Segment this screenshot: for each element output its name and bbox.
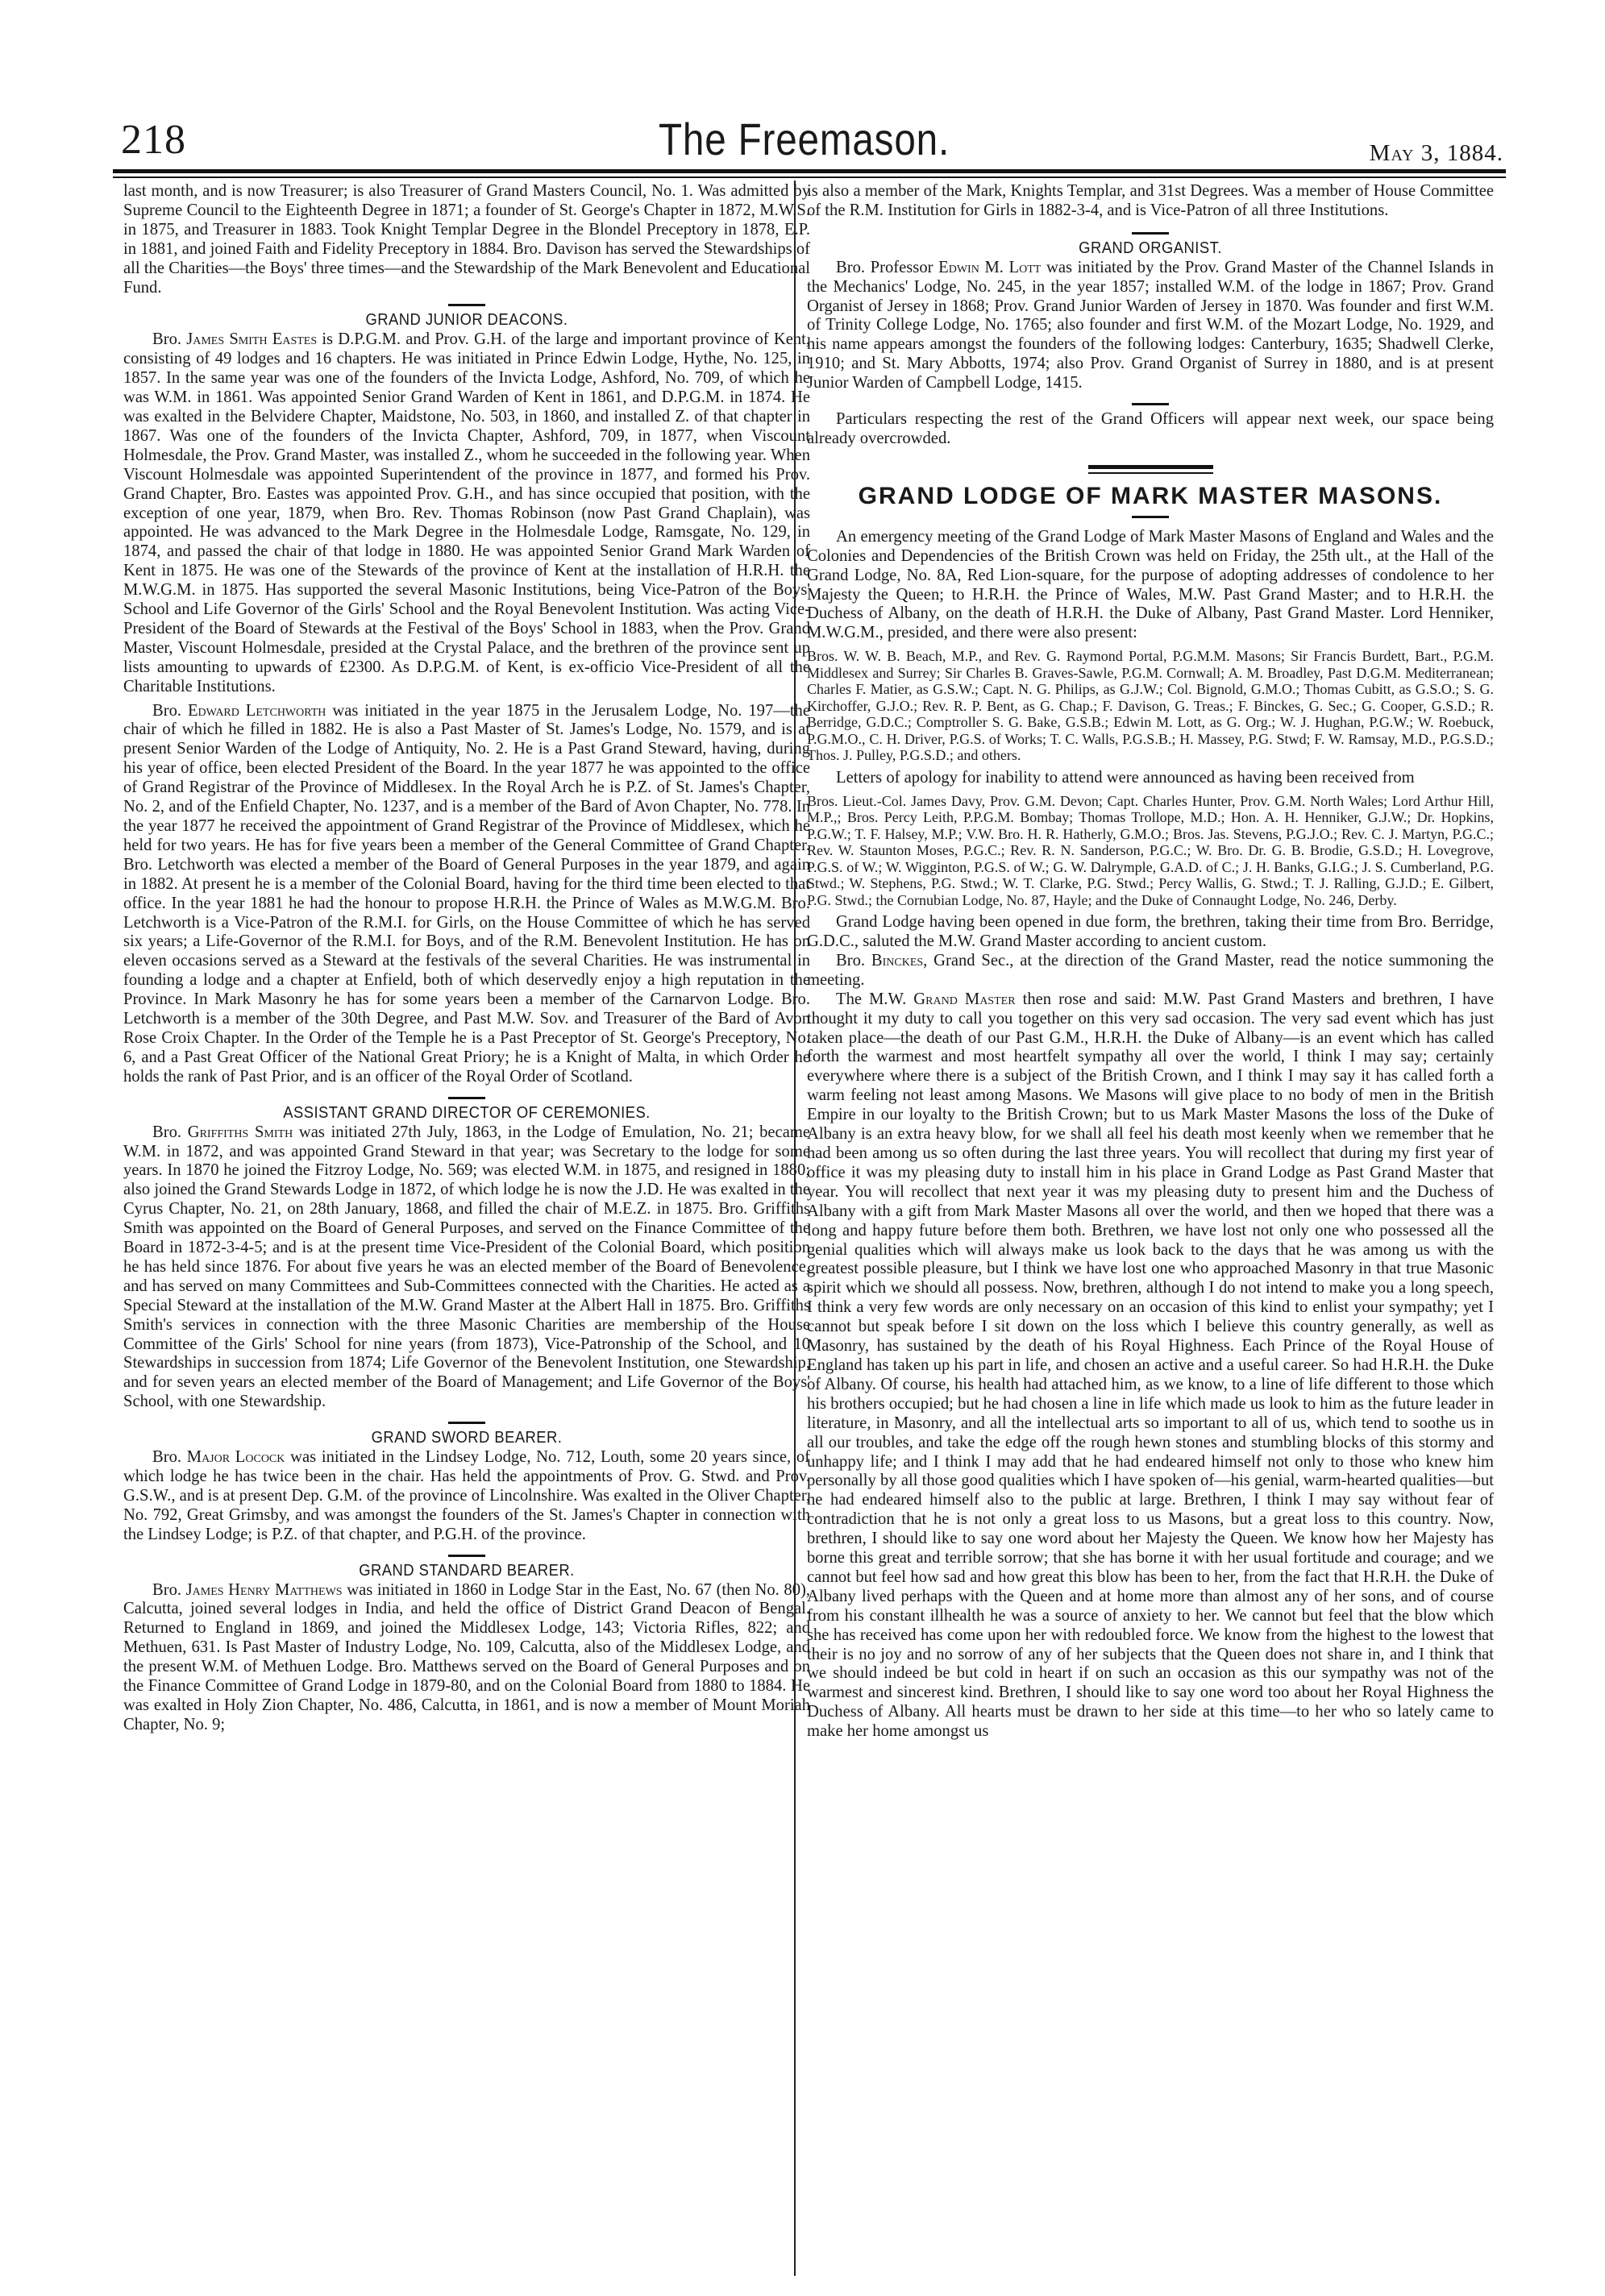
masthead: [105, 113, 1503, 169]
bio-name: Major Locock: [186, 1448, 285, 1467]
section-heading-grand-junior-deacons: GRAND JUNIOR DEACONS.: [365, 311, 568, 330]
bio-paragraph-eastes: [123, 330, 810, 696]
closing-note: Particulars respecting the rest of the Grand Officers will appear next week, our space being already overcrowded.: [807, 410, 1494, 447]
bio-name: James Henry Matthews: [185, 1580, 343, 1599]
notice-lead: Bro.: [836, 951, 871, 969]
left-column: [123, 182, 810, 1735]
continued-paragraph: last month, and is now Treasurer; is also Treasurer of Grand Masters Council, No. 1. Was admitted by Supreme Council to the Eighteenth Degree in 1871; a founder of St. George's Chapter in 1872, M.W.S. in 1875, and Treasurer in 1883. Took Knight Templar Degree in the Blondel Preceptory in 1878, E.P. in 1881, and joined Faith and Fidelity Preceptory in 1884. Bro. Davison has served the Stewardships of all the Charities—the Boys' three times—and the Stewardship of the Mark Benevolent and Educational Fund.: [123, 182, 810, 297]
apology-intro: Letters of apology for inability to attend were announced as having been received from: [836, 768, 1415, 787]
continued-paragraph: is also a member of the Mark, Knights Templar, and 31st Degrees. Was a member of House Committee of the R.M. Institution for Girls in 1882-3-4, and is Vice-Patron of all three Institutions.: [807, 182, 1494, 219]
bio-paragraph-lott: [807, 259, 1494, 393]
headline-rule: [1132, 516, 1169, 518]
lodge-opened-paragraph: Grand Lodge having been opened in due form, the brethren, taking their time from Bro. Berridge, G.D.C., saluted the M.W. Grand Master according to ancient custom.: [807, 913, 1494, 951]
bio-lead: Bro.: [152, 701, 188, 720]
notice-name: Binckes: [871, 951, 924, 969]
bio-text: was initiated 27th July, 1863, in the Lodge of Emulation, No. 21; became W.M. in 1872, and was appointed Grand Steward in that year; was Secretary to the lodge for some years. In 1870 he joined the Fitzroy Lodge, No. 569; was elected W.M. in 1875, and resigned in 1880; also joined the Grand Stewards Lodge in 1872, of which lodge he is now the J.D. He was exalted in the Cyrus Chapter, No. 21, on 28th January, 1868, and filled the chair of M.E.Z. in 1875. Bro. Griffiths Smith was appointed on the Board of General Purposes, and served on the Finance Committee of the Board in 1872-3-4-5; and is at the present time Vice-President of the Colonial Board, which position he has held since 1876. For about five years he was an elected member of the Board of Benevolence, and has served on many Committees and Sub-Committees connected with the Charities. He acted as a Special Steward at the installation of the M.W. Grand Master at the Albert Hall in 1875. Bro. Griffiths Smith's services in connection with the three Masonic Charities are membership of the House Committee of the Girls' School for nine years (from 1873), Vice-Patronship of the School, and 10 Stewardships in succession from 1874; Life Governor of the Benevolent Institution, one Stewardship, and for seven years an elected member of the Board of Management; and Life Governor of the Boys' School, with one Stewardship.: [123, 1123, 810, 1411]
article-separator: [1088, 465, 1213, 474]
masthead-rule: [113, 169, 1506, 173]
paper-title: The Freemason.: [658, 114, 950, 164]
bio-lead: Bro.: [152, 1448, 187, 1467]
section-rule: [1132, 232, 1169, 235]
bio-paragraph-letchworth: [123, 702, 810, 1087]
bio-lead: Bro.: [152, 330, 187, 349]
apology-list: Bros. Lieut.-Col. James Davy, Prov. G.M. Devon; Capt. Charles Hunter, Prov. G.M. North Wales; Lord Arthur Hill, M.P.,; Bros. Percy Leith, P.P.G.M. Bombay; Thomas Trollope, M.D.; Hon. A. H. Henniker, G.J.W.; Dr. Hopkins, P.G.W.; T. F. Halsey, M.P.; V.W. Bro. H. R. Hatherly, G.M.O.; Bros. Jas. Stevens, P.G.J.O.; Rev. C. J. Martyn, P.G.C.; Rev. W. Staunton Moses, P.G.C.; Rev. R. N. Sanderson, P.G.C.; W. Bro. Dr. G. B. Brodie, G.S.D.; H. Lovegrove, P.G.S. of W.; W. Wigginton, P.G.S. of W.; G. W. Dalrymple, G.A.D. of C.; J. H. Banks, G.I.G.; J. S. Cumberland, P.G. Stwd.; W. Stephens, P.G. Stwd.; W. T. Clarke, P.G. Stwd.; Percy Wallis, G. Stwd.; T. J. Ralling, G.J.D.; E. Gilbert, P.G. Stwd.; the Cornubian Lodge, No. 87, Hayle; and the Duke of Connaught Lodge, No. 246, Derby.: [807, 792, 1494, 908]
bio-name: Griffiths Smith: [187, 1123, 293, 1141]
present-list: Bros. W. W. B. Beach, M.P., and Rev. G. Raymond Portal, P.G.M.M. Masons; Sir Francis Burdett, Bart., P.G.M. Middlesex and Surrey; Sir Charles B. Graves-Sawle, P.G.M. Cornwall; A. M. Broadley, Past D.G.M. Mediterranean; Charles F. Matier, as G.S.W.; Capt. N. G. Philips, as G.J.W.; Col. Bignold, G.M.O.; Thomas Cubitt, as G.S.O.; S. G. Kirchoffer, G.J.O.; Rev. R. P. Bent, as G. Chap.; F. Davison, G. Treas.; F. Binckes, G. Sec.; G. Cooper, G.S.D.; R. Berridge, G.D.C.; Comptroller S. G. Bake, G.S.B.; Edwin M. Lott, as G. Org.; W. J. Hughan, P.G.W.; W. Roebuck, P.G.M.O., C. H. Driver, P.G.S. of Works; T. C. Walls, P.G.S.B.; H. Massey, P.G. Stwd; F. W. Ramsay, M.D., P.G.S.D.; Thos. J. Pulley, P.G.S.D.; and others.: [807, 648, 1494, 764]
section-heading-grand-sword-bearer: GRAND SWORD BEARER.: [371, 1429, 563, 1447]
section-rule: [448, 1555, 485, 1557]
section-rule: [448, 304, 485, 306]
notice-text: , Grand Sec., at the direction of the Grand Master, read the notice summoning the meeting.: [807, 951, 1494, 989]
section-rule: [1132, 403, 1169, 405]
masthead-rule-thin: [113, 176, 1506, 178]
speaker-name: M.W. Grand Master: [869, 990, 1016, 1008]
section-heading-assistant-grand-director: ASSISTANT GRAND DIRECTOR OF CEREMONIES.: [283, 1103, 651, 1122]
section-rule: [448, 1422, 485, 1424]
article-intro: An emergency meeting of the Grand Lodge of Mark Master Masons of England and Wales and the Colonies and Dependencies of the British Crown was held on Friday, the 25th ult., at the Hall of the Grand Lodge, No. 8A, Red Lion-square, for the purpose of adopting addresses of condolence to her Majesty the Queen; to H.R.H. the Prince of Wales, M.W. Past Grand Master; and to H.R.H. the Duchess of Albany, on the death of H.R.H. the Duke of Albany, Past Grand Master. Lord Henniker, M.W.G.M., presided, and there were also present:: [807, 527, 1494, 642]
bio-name: James Smith Eastes: [186, 330, 318, 349]
bio-lead: Bro.: [152, 1123, 188, 1141]
bio-lead: Bro. Professor: [836, 258, 939, 276]
bio-text: was initiated in the year 1875 in the Jerusalem Lodge, No. 197—the chair of which he filled in 1882. He is also a Past Master of St. James's Lodge, No. 1579, and is at present Senior Warden of the Lodge of Antiquity, No. 2. He is a Past Grand Steward, having, during his year of office, been elected President of the Board. In the year 1877 he was appointed to the office of Grand Registrar of the Province of Middlesex. In the Royal Arch he is P.Z. of St. James's Chapter, No. 2, and of the Enfield Chapter, No. 1237, and is a member of the Bard of Avon Chapter, No. 778. In the year 1877 he received the appointment of Grand Registrar of the Province of Middlesex, which he held for two years. He has for five years been a member of the General Committee of Grand Chapter. Bro. Letchworth was elected a member of the Board of General Purposes in the year 1879, and again in 1882. At present he is a member of the Colonial Board, having for the third time been elected to that office. In the year 1881 he had the honour to propose H.R.H. the Prince of Wales as M.W.G.M. Bro. Letchworth is a Vice-Patron of the R.M.I. for Girls, on the House Committee of which he has served six years; a Life-Governor of the R.M.I. for Boys, and of the R.M. Benevolent Institution. He has on eleven occasions served as a Steward at the festivals of the several Charities. He was instrumental in founding a lodge and a chapter at Enfield, both of which deservedly enjoy a high reputation in the Province. In Mark Masonry he has for some years been a member of the Carnarvon Lodge. Bro. Letchworth is a member of the 30th Degree, and Past M.W. Sov. and Treasurer of the Bard of Avon Rose Croix Chapter. In the Order of the Temple he is a Past Preceptor of St. George's Preceptory, No. 6, and a Past Great Officer of the National Great Priory; he is a Knight of Malta, in which Order he holds the rank of Past Prior, and is an officer of the Royal Order of Scotland.: [123, 701, 810, 1086]
section-heading-grand-organist: GRAND ORGANIST.: [1079, 239, 1222, 257]
bio-text: was initiated in the Lindsey Lodge, No. 712, Louth, some 20 years since, of which lodge he has twice been in the chair. Has held the appointments of Prov. G. Stwd. and Prov. G.S.W., and is at present Dep. G.M. of the province of Lincolnshire. Was exalted in the Oliver Chapter, No. 792, Great Grimsby, and was amongst the founders of the St. James's Chapter in connection with the Lindsey Lodge; is P.Z. of that chapter, and P.G.H. of the province.: [123, 1448, 811, 1543]
bio-paragraph-matthews: [123, 1581, 810, 1735]
bio-paragraph-griffiths-smith: [123, 1123, 810, 1413]
speech-lead: The: [836, 990, 870, 1008]
bio-text: is D.P.G.M. and Prov. G.H. of the large and important province of Kent, consisting of 49 lodges and 16 chapters. He was initiated in Prince Edwin Lodge, Hythe, No. 125, in 1857. In the same year was one of the founders of the Invicta Lodge, Ashford, No. 709, of which he was W.M. in 1861. Was appointed Senior Grand Warden of Kent in 1861, and D.P.G.M. in 1874. He was exalted in the Belvidere Chapter, Maidstone, No. 503, in 1860, and installed Z. of that chapter in 1867. Was one of the founders of the Invicta Chapter, Ashford, 709, in 1877, when Viscount Holmesdale, the Prov. Grand Master, was installed Z., whom he succeeded in the following year. When Viscount Holmesdale was appointed Superintendent of the province in 1877, and formed his Prov. Grand Chapter, Bro. Eastes was appointed Prov. G.H., and has since occupied that position, with the exception of one year, 1879, when Bro. Rev. Thomas Robinson (now Past Grand Chaplain), was appointed. He was advanced to the Mark Degree in the Holmesdale Lodge, Ramsgate, No. 129, in 1874, and passed the chair of that lodge in 1880. He was appointed Senior Grand Mark Warden of Kent in 1875. He was one of the Stewards of the province of Kent at the installation of H.R.H. the M.W.G.M. in 1875. Has supported the several Masonic Institutions, being Vice-Patron of the Boys' School and Life Governor of the Girls' School and the Royal Benevolent Institution. Was acting Vice-President of the Board of Stewards at the Festival of the Boys' School in 1883, when the Prov. Grand Master, Viscount Holmesdale, presided at the Crystal Palace, and the brethren of the province sent up lists amounting to upwards of £2300. As D.P.G.M. of Kent, is ex-officio Vice-President of all the Charitable Institutions.: [123, 330, 811, 695]
page-number: 218: [121, 117, 186, 163]
bio-text: was initiated by the Prov. Grand Master of the Channel Islands in the Mechanics' Lodge, No. 245, in the year 1857; installed W.M. of the lodge in 1867; Prov. Grand Organist of Jersey in 1868; Prov. Grand Junior Warden of Jersey in 1870. Was founder and first W.M. of Trinity College Lodge, No. 1765; also founder and first W.M. of the Mozart Lodge, No. 1929, and his name appears amongst the founders of the following lodges: Canterbury, 1635; Shadwell Clerke, 1910; and St. Mary Abbotts, 1974; also Prov. Grand Organist of Surrey in 1880, and is at present Junior Warden of Campbell Lodge, 1415.: [807, 258, 1494, 392]
bio-paragraph-locock: [123, 1448, 810, 1545]
notice-paragraph: [807, 952, 1494, 990]
section-rule: [448, 1097, 485, 1099]
bio-text: was initiated in 1860 in Lodge Star in the East, No. 67 (then No. 80), Calcutta, joined several lodges in India, and held the office of District Grand Deacon of Bengal. Returned to England in 1869, and joined the Middlesex Lodge, 143; Victoria Rifles, 822; and Methuen, 631. Is Past Master of Industry Lodge, No. 109, Calcutta, also of the Middlesex Lodge, and the present W.M. of Methuen Lodge. Bro. Matthews served on the Board of General Purposes and on the Finance Committee of Grand Lodge in 1879-80, and on the Colonial Board from 1880 to 1884. He was exalted in Holy Zion Chapter, No. 486, Calcutta, in 1861, and is now a member of Mount Moriah Chapter, No. 9;: [123, 1580, 810, 1733]
section-heading-grand-standard-bearer: GRAND STANDARD BEARER.: [359, 1561, 575, 1580]
speech-text: then rose and said: M.W. Past Grand Masters and brethren, I have thought it my duty to call you together on this very sad occasion. The very sad event which has just taken place—the death of our Past G.M., H.R.H. the Duke of Albany—is an event which has called forth the warmest and most heartfelt sympathy all over the world, I think I may say; certainly everywhere where there is a subject of the British Crown, and I think I may say it has called forth a warm feeling not least among Masons. We Masons will give place to no body of men in the British Empire in our loyalty to the British Crown; but to us Mark Master Masons the loss of the Duke of Albany is an extra heavy blow, for we shall all feel his death most keenly when we remember that he had been among us so often during the last three years. You will recollect that during my first year of office it was my pleasing duty to install him in his place in Grand Lodge as Past Grand Master that year. You will recollect that next year it was my pleasing duty to present him and the Duchess of Albany with a gift from Mark Master Masons all over the world, and then we hoped that there was a long and happy future before them both. Brethren, we have lost not only one who possessed all the genial qualities which will always make us look back to the days that he was among us with the greatest possible pleasure, but I think we have lost one who approached Masonry in that true Masonic spirit which we should all possess. Now, brethren, although I do not intend to make you a long speech, I think a very few words are only necessary on an occasion of this kind to enlist your sympathy; yet I cannot but speak before I sit down on the loss which I believe this country generally, as well as Masonry, has sustained by the death of his Royal Highness. Each Prince of the Royal House of England has taken up his part in life, and chosen an active and a useful career. So had H.R.H. the Duke of Albany. Of course, his health had attached him, as we know, to a line of life different to those which his brothers occupied; but he had chosen a line in life which made us look to him as the future leader in literature, in Masonry, and all the intellectual arts so important to all of us, which tend to soothe us in all our troubles, and take the edge off the rough hewn stones and stumbling blocks of this stormy and unhappy life; and I think I may add that he had endeared himself not only to those who knew him personally by all those good qualities which I have spoken of—his genial, warm-hearted qualities—but he had endeared himself also to the public at large. Brethren, I think I may say without fear of contradiction that he is not only a great loss to us Masons, but a great loss to this country. Now, brethren, I should like to say one word about her Majesty the Queen. We know how her Majesty has borne this great and terrible sorrow; that she has borne it with her usual fortitude and courage; and we cannot but feel how sad and how great this blow has been to her, from the fact that H.R.H. the Duke of Albany lived perhaps with the Queen and at home more than almost any of her sons, and of course from his constant illhealth he was a source of anxiety to her. We cannot but feel that the blow which she has received has come upon her with redoubled force. We know from the highest to the lowest that their is no joy and no sorrow of any of her subjects that the Queen does not share in, and I think that we should indeed be but cold in heart if on such an occasion as this our sympathy was not of the warmest and sincerest kind. Brethren, I should like to say one word too about her Royal Highness the Duchess of Albany. All hearts must be drawn to her side at this time—to her who so lately came to make her home amongst us: [807, 990, 1494, 1741]
issue-date: May 3, 1884.: [1369, 140, 1503, 166]
bio-lead: Bro.: [152, 1580, 186, 1599]
bio-name: Edwin M. Lott: [938, 258, 1042, 276]
right-column: [807, 182, 1494, 1742]
bio-name: Edward Letchworth: [187, 701, 326, 720]
speech-paragraph: [807, 990, 1494, 1742]
article-headline: GRAND LODGE OF MARK MASTER MASONS.: [858, 482, 1443, 509]
